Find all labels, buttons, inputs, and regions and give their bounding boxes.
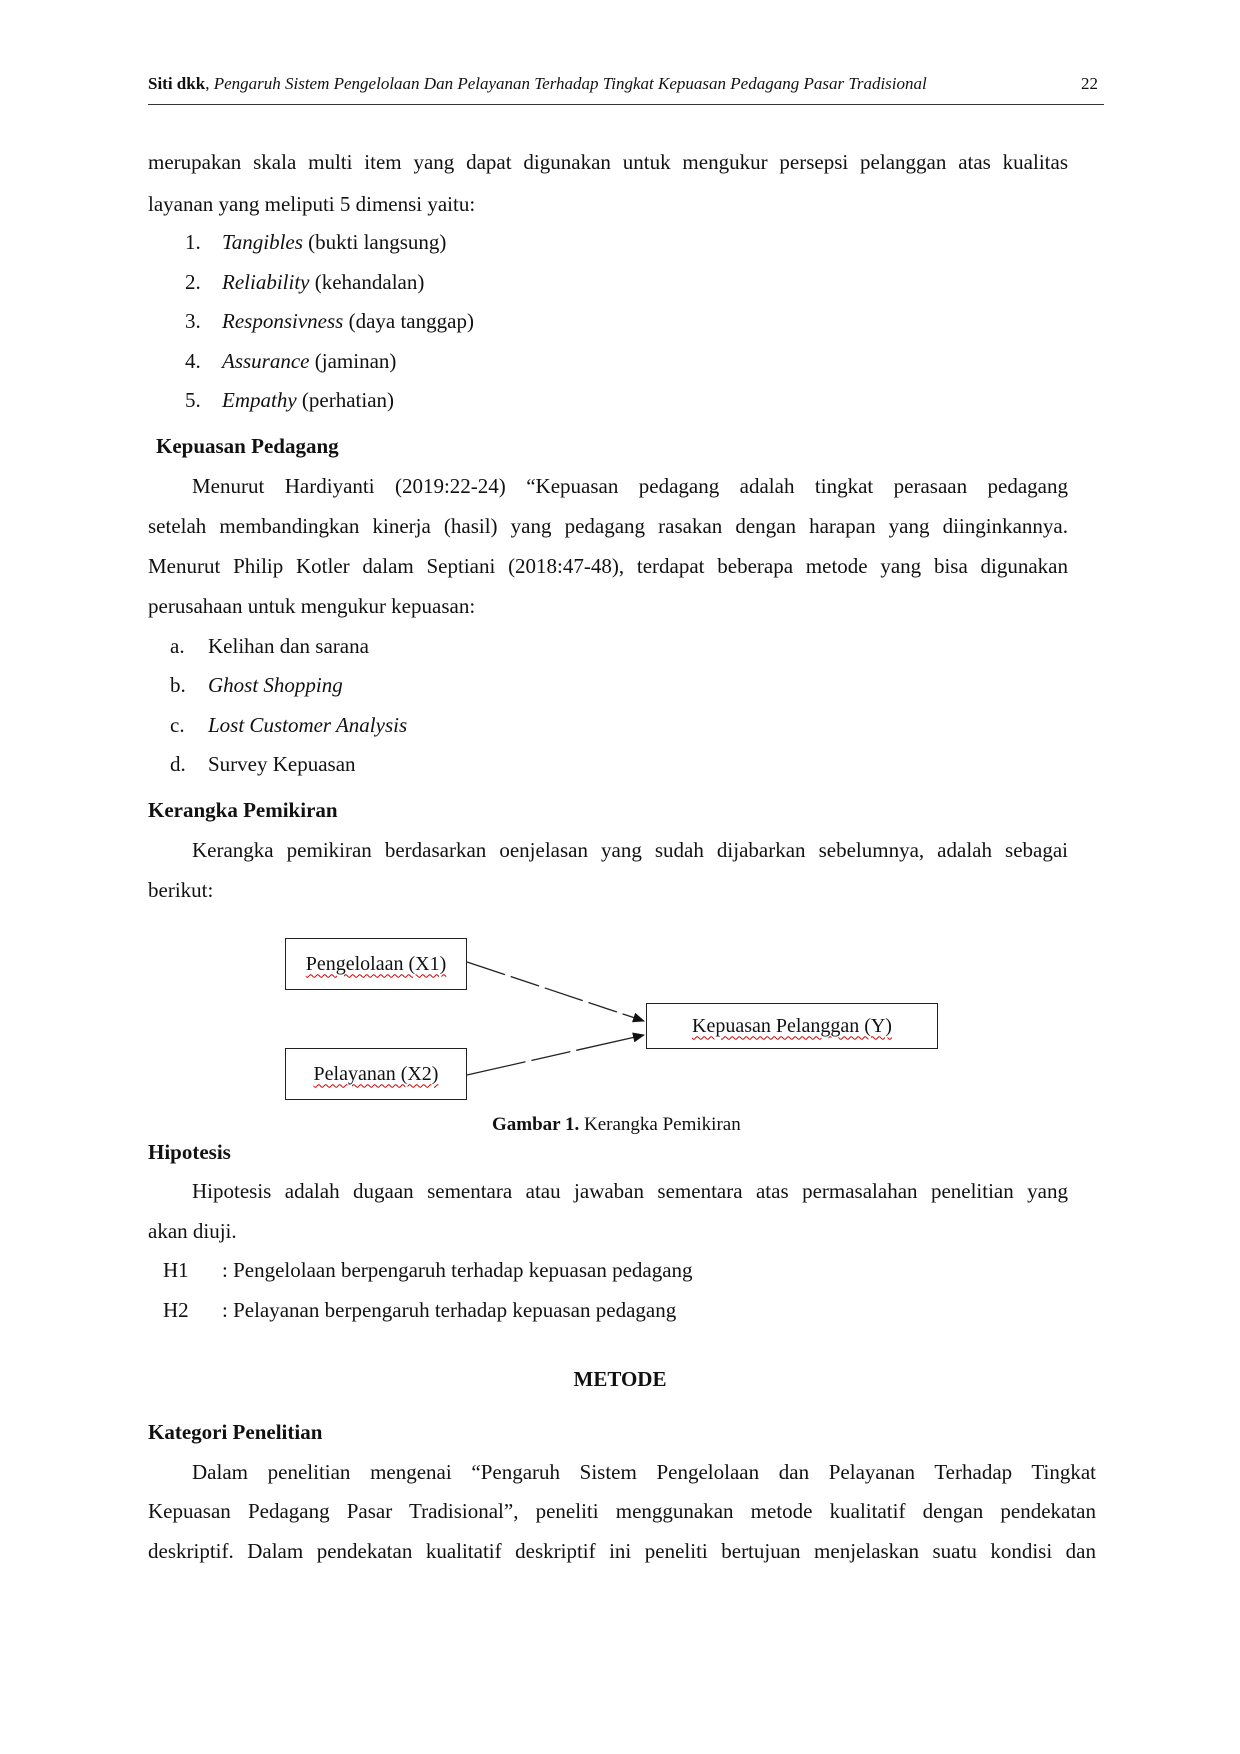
- list-term: Assurance: [222, 349, 310, 373]
- list-letter: b.: [170, 673, 186, 697]
- hypothesis-text: : Pelayanan berpengaruh terhadap kepuasan pedagang: [222, 1298, 677, 1322]
- box-pelayanan: [285, 1048, 467, 1100]
- hypothesis-code: H2: [163, 1298, 189, 1322]
- list-text: Lost Customer Analysis: [208, 713, 408, 737]
- header-title: Pengaruh Sistem Pengelolaan Dan Pelayanan Terhadap Tingkat Kepuasan Pedagang Pasar Tradisional: [213, 74, 927, 93]
- list-letter: a.: [170, 634, 185, 658]
- box-label: Pengelolaan (X1): [305, 952, 447, 975]
- list-text: Survey Kepuasan: [208, 752, 356, 776]
- caption-text: Kerangka Pemikiran: [579, 1114, 741, 1135]
- subheading-kategori: Kategori Penelitian: [148, 1420, 323, 1444]
- section-heading-kepuasan: Kepuasan Pedagang: [156, 434, 339, 458]
- section-heading-metode: METODE: [573, 1367, 667, 1391]
- list-number: 1.: [185, 230, 201, 254]
- intro-line-1: merupakan skala multi item yang dapat digunakan untuk mengukur persepsi pelanggan atas kualitas: [148, 150, 1068, 174]
- arrow-x1-to-y: [467, 962, 644, 1021]
- paragraph-line: Kepuasan Pedagang Pasar Tradisional”, peneliti menggunakan metode kualitatif dengan pendekatan: [148, 1499, 1096, 1523]
- list-term: Tangibles: [222, 230, 303, 254]
- list-desc: (jaminan): [309, 349, 397, 373]
- list-desc: (kehandalan): [309, 270, 425, 294]
- box-pengelolaan: [285, 938, 467, 990]
- figure-caption: [492, 1114, 741, 1136]
- paragraph-line: Hipotesis adalah dugaan sementara atau jawaban sementara atas permasalahan penelitian yang: [192, 1179, 1068, 1203]
- paragraph-line: perusahaan untuk mengukur kepuasan:: [148, 594, 476, 618]
- list-term: Empathy: [222, 388, 297, 412]
- box-label: Kepuasan Pelanggan (Y): [692, 1014, 892, 1037]
- list-letter: d.: [170, 752, 186, 776]
- list-number: 4.: [185, 349, 201, 373]
- paragraph-line: Kerangka pemikiran berdasarkan oenjelasan yang sudah dijabarkan sebelumnya, adalah sebagai: [192, 838, 1068, 862]
- arrow-x2-to-y: [467, 1035, 644, 1075]
- box-label: Pelayanan (X2): [313, 1062, 439, 1085]
- list-text: Kelihan dan sarana: [208, 634, 369, 658]
- list-desc: (perhatian): [296, 388, 395, 412]
- list-letter: c.: [170, 713, 185, 737]
- header-author: Siti dkk: [148, 74, 206, 93]
- list-desc: (daya tanggap): [343, 309, 474, 333]
- list-term: Reliability: [222, 270, 310, 294]
- paragraph-line: deskriptif. Dalam pendekatan kualitatif deskriptif ini peneliti bertujuan menjelaskan suatu kondisi dan: [148, 1539, 1096, 1563]
- paragraph-line: Menurut Philip Kotler dalam Septiani (2018:47-48), terdapat beberapa metode yang bisa digunakan: [148, 554, 1068, 578]
- paragraph-line: Dalam penelitian mengenai “Pengaruh Sistem Pengelolaan dan Pelayanan Terhadap Tingkat: [192, 1460, 1096, 1484]
- list-number: 5.: [185, 388, 201, 412]
- intro-line-2: layanan yang meliputi 5 dimensi yaitu:: [148, 192, 476, 216]
- paragraph-line: setelah membandingkan kinerja (hasil) yang pedagang rasakan dengan harapan yang diinginkannya.: [148, 514, 1068, 538]
- list-desc: (bukti langsung): [302, 230, 447, 254]
- list-number: 2.: [185, 270, 201, 294]
- caption-label: Gambar 1.: [492, 1114, 580, 1135]
- box-kepuasan: [646, 1003, 938, 1049]
- header-separator: ,: [205, 74, 214, 93]
- list-term: Responsivness: [222, 309, 344, 333]
- section-heading-hipotesis: Hipotesis: [148, 1140, 231, 1164]
- hypothesis-code: H1: [163, 1258, 189, 1282]
- section-heading-kerangka: Kerangka Pemikiran: [148, 798, 338, 822]
- page-number: 22: [1081, 74, 1098, 93]
- list-number: 3.: [185, 309, 201, 333]
- list-text: Ghost Shopping: [208, 673, 343, 697]
- hypothesis-text: : Pengelolaan berpengaruh terhadap kepuasan pedagang: [222, 1258, 693, 1282]
- paragraph-line: akan diuji.: [148, 1219, 237, 1243]
- paragraph-line: Menurut Hardiyanti (2019:22-24) “Kepuasan pedagang adalah tingkat perasaan pedagang: [192, 474, 1068, 498]
- paragraph-line: berikut:: [148, 878, 214, 902]
